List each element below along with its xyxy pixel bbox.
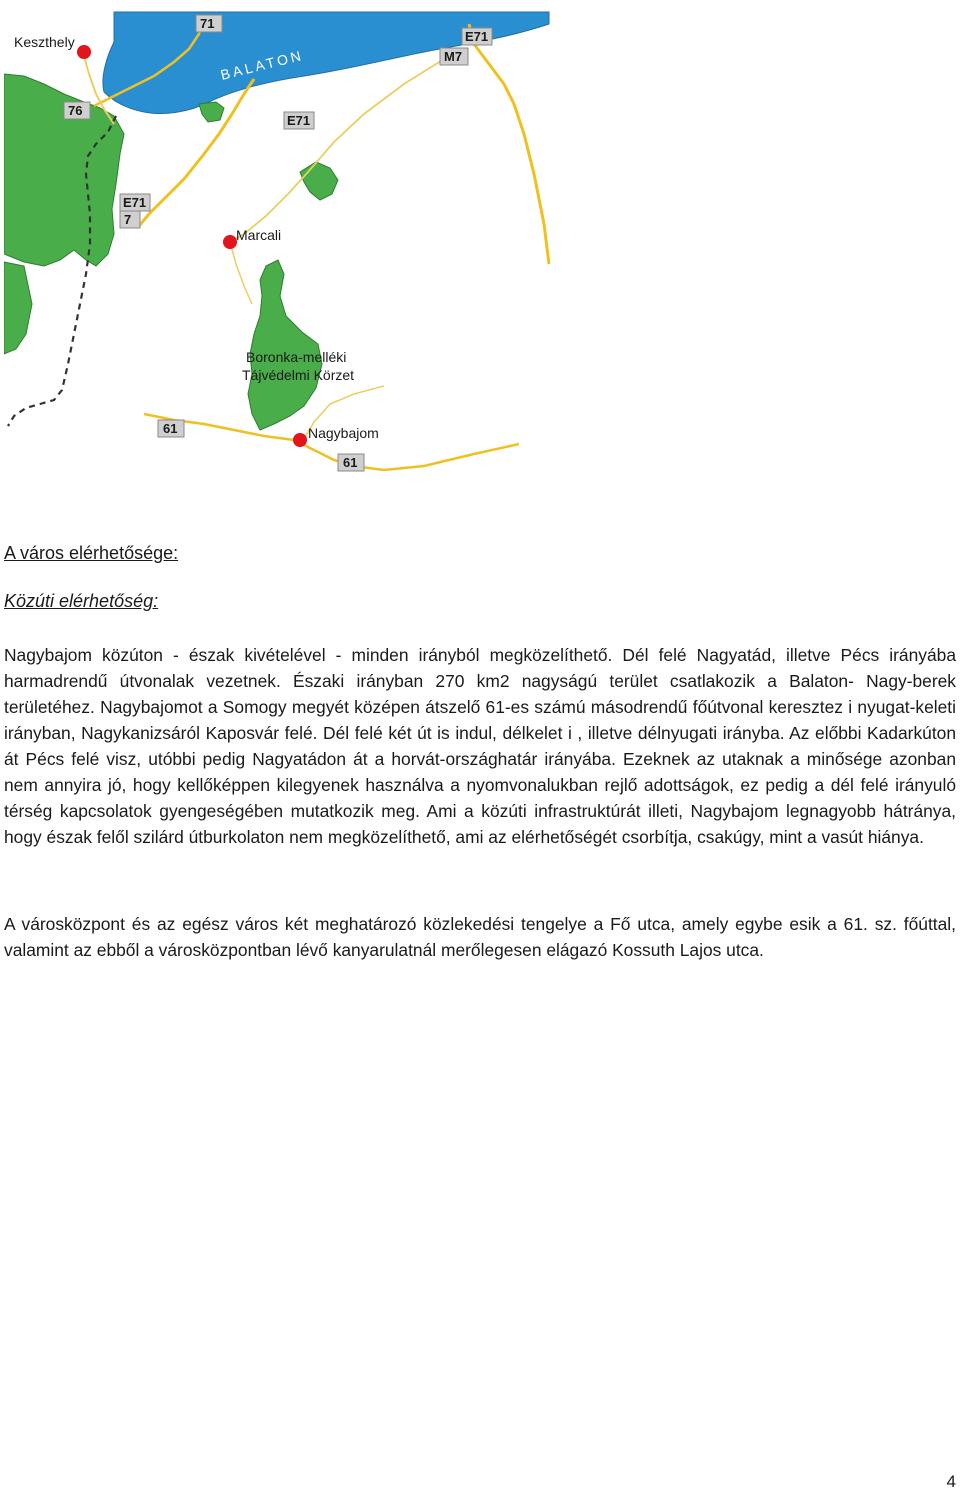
- svg-text:E71: E71: [465, 29, 489, 44]
- road-sign-61-left: [158, 420, 184, 437]
- paragraph-road-access: Nagybajom közúton - észak kivételével - minden irányból megközelíthető. Dél felé Nagyatád, illetve Pécs irányába harmadrendű útvonalak vezetnek. Északi irányban 270 km2 nagyságú terület csatlakozik a Balaton- Nagy-berek területéhez. Nagybajomot a Somogy megyét középen átszelő 61-es számú másodrendű főútvonal keresztez i nyugat-keleti irányban, Nagykanizsáról Kaposvár felé. Dél felé két út is indul, délkelet i , illetve délnyugati irányba. Az előbbi Kadarkúton át Pécs felé visz, utóbbi pedig Nagyatádon át a horvát-országhatár irányába. Ezeknek az utaknak a minősége azonban nem annyira jó, hogy kellőképpen kilegyenek használva a nyomvonalukban rejlő adottságok, ez pedig a dél felé irányuló térség kapcsolatok gyengeségében mutatkozik meg. Ami a közúti infrastruktúrát illeti, Nagybajom legnagyobb hátránya, hogy észak felől szilárd útburkolaton nem megközelíthető, ami az elérhetőségét csorbítja, csakúgy, mint a vasút hiánya.: [4, 645, 956, 847]
- nagybajom-marker: [293, 433, 307, 447]
- road-sign-e71-top: [462, 28, 492, 45]
- svg-text:76: 76: [68, 103, 83, 118]
- road-sign-7: [120, 211, 140, 228]
- svg-text:61: 61: [343, 455, 358, 470]
- road-sign-e71-mid: [284, 112, 314, 129]
- svg-text:61: 61: [163, 421, 178, 436]
- marcali-marker: [223, 235, 237, 249]
- nagybajom-label: Nagybajom: [308, 425, 379, 441]
- boronka-label-line1: Boronka-melléki: [246, 349, 347, 365]
- svg-text:7: 7: [124, 212, 132, 227]
- keszthely-label: Keszthely: [14, 34, 75, 50]
- page-number: 4: [946, 1472, 956, 1491]
- road-sign-71: [196, 15, 222, 32]
- road-sign-76: [64, 102, 90, 119]
- location-map: [4, 4, 554, 472]
- sub-heading: Közúti elérhetőség:: [4, 591, 159, 611]
- svg-text:71: 71: [200, 16, 215, 31]
- svg-text:M7: M7: [444, 49, 463, 64]
- road-sign-61-bottom: [338, 454, 364, 471]
- paragraph-city-axes: A városközpont és az egész város két meghatározó közlekedési tengelye a Fő utca, amely egybe esik a 61. sz. főúttal, valamint az ebből a városközpontban lévő kanyarulatnál merőlegesen elágazó Kossuth Lajos utca.: [4, 914, 956, 960]
- boronka-label-line2: Tájvédelmi Körzet: [242, 367, 355, 383]
- lake-label: BALATON: [218, 46, 306, 83]
- marcali-label: Marcali: [236, 227, 282, 243]
- keszthely-marker: [77, 45, 91, 59]
- road-sign-e71-left: [120, 194, 150, 211]
- svg-text:E71: E71: [287, 113, 311, 128]
- section-heading: A város elérhetősége:: [4, 543, 179, 563]
- road-sign-m7: [440, 48, 468, 65]
- svg-text:E71: E71: [123, 195, 147, 210]
